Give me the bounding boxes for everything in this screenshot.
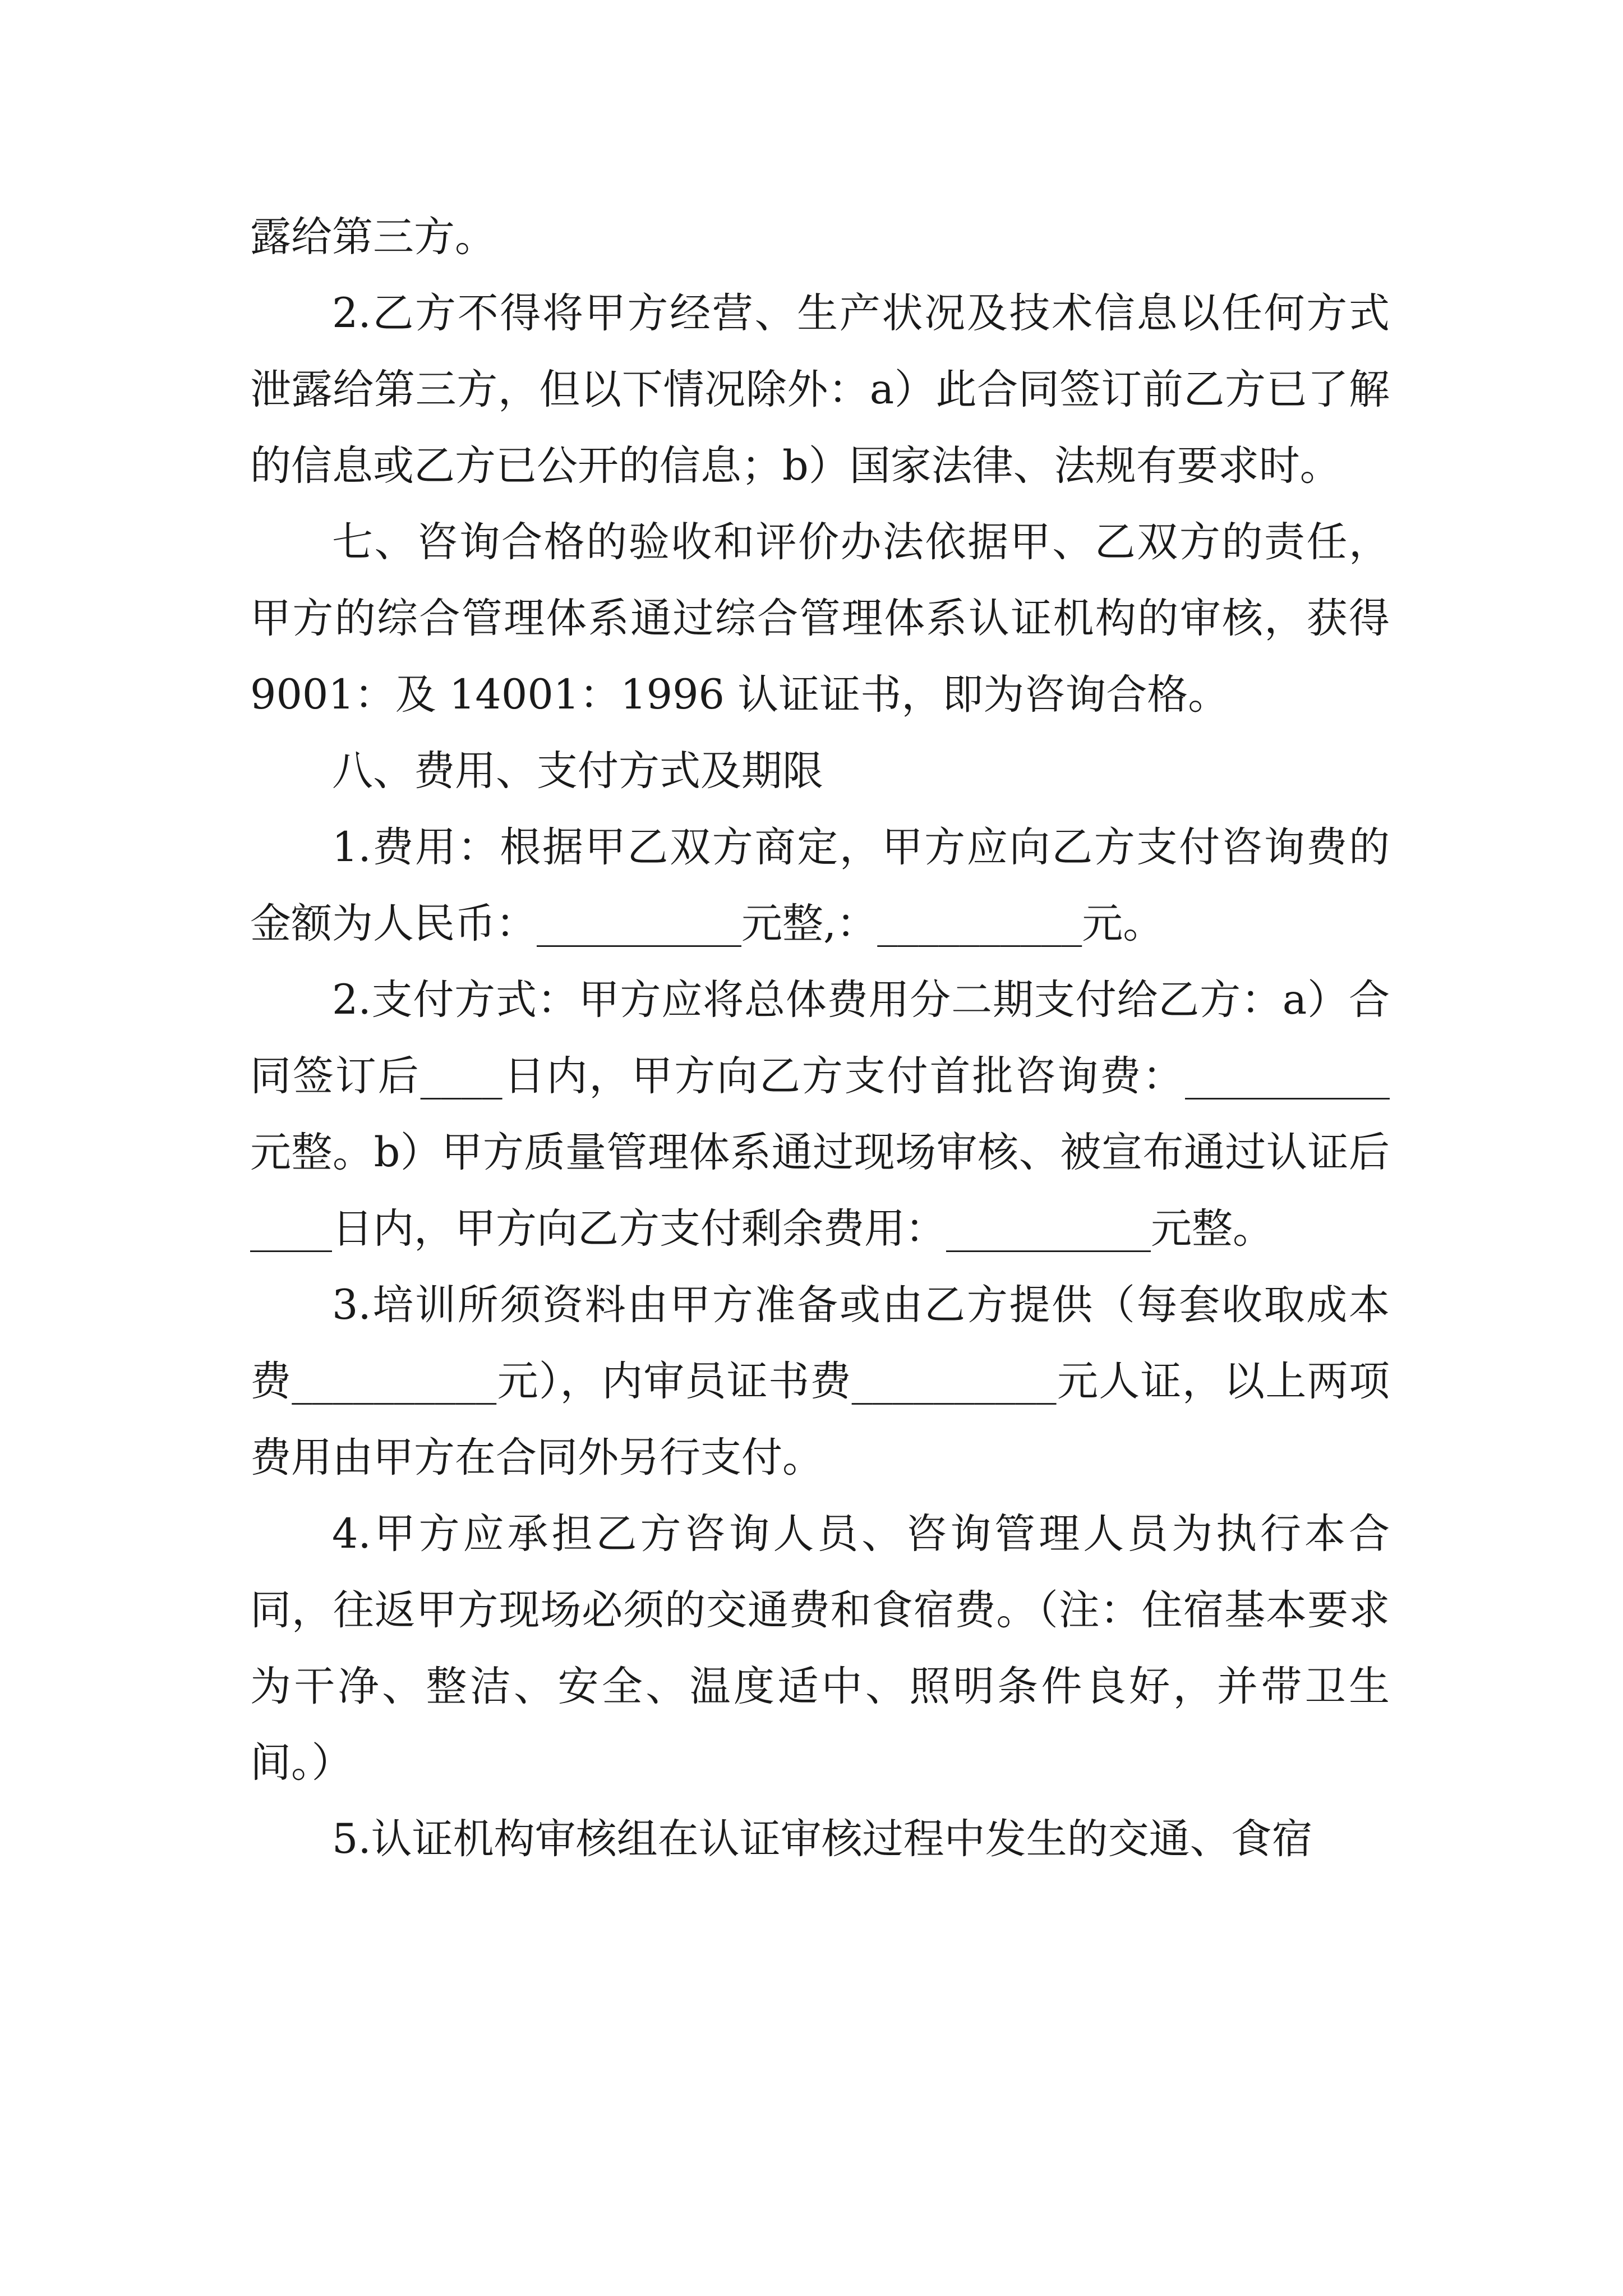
document-body [250, 199, 1390, 1878]
section-heading-fees: 八、费用、支付方式及期限 [332, 747, 823, 795]
paragraph-travel-expenses: 4.甲方应承担乙方咨询人员、咨询管理人员为执行本合同，往返甲方现场必须的交通费和食宿费。（注：住宿基本要求为干净、整洁、安全、温度适中、照明条件良好，并带卫生间。） [250, 1510, 1390, 1787]
paragraph-confidentiality-clause: 2.乙方不得将甲方经营、生产状况及技术信息以任何方式泄露给第三方，但以下情况除外：a）此合同签订前乙方已了解的信息或乙方已公开的信息；b）国家法律、法规有要求时。 [250, 289, 1390, 490]
paragraph-training-materials: 3.培训所须资料由甲方准备或由乙方提供（每套收取成本费__________元），内审员证书费__________元人证，以上两项费用由甲方在合同外另行支付。 [250, 1281, 1390, 1481]
paragraph-audit-expenses: 5.认证机构审核组在认证审核过程中发生的交通、食宿 [332, 1815, 1313, 1863]
paragraph-payment-method: 2.支付方式：甲方应将总体费用分二期支付给乙方：a）合同签订后____日内，甲方向乙方支付首批咨询费：__________元整。b）甲方质量管理体系通过现场审核、被宣布通过认证后____日内，甲方向乙方支付剩余费用：__________元整。 [250, 976, 1390, 1253]
paragraph-fee-amount: 1.费用：根据甲乙双方商定，甲方应向乙方支付咨询费的金额为人民币：__________元整,：__________元。 [250, 823, 1390, 947]
paragraph-acceptance-criteria: 七、咨询合格的验收和评价办法依据甲、乙双方的责任，甲方的综合管理体系通过综合管理体系认证机构的审核，获得 9001：及 14001：1996 认证证书，即为咨询合格。 [250, 518, 1390, 719]
paragraph-continuation: 露给第三方。 [250, 213, 496, 261]
